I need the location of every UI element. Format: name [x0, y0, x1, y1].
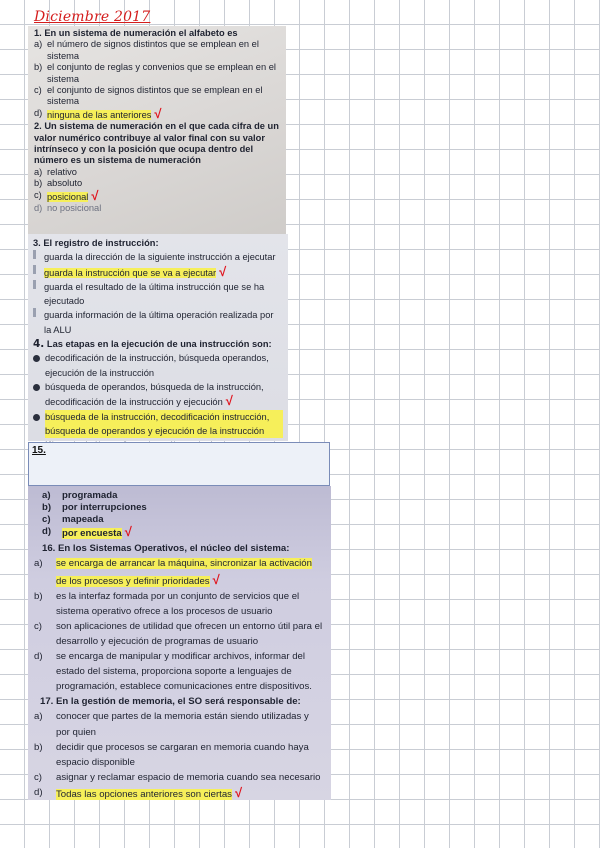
q17-option-a: a) conocer que partes de la memoria están siendo utilizadas y por quien [34, 711, 309, 738]
q2-option-b: b) absoluto [34, 178, 83, 189]
question-16: 16. En los Sistemas Operativos, el núcleo del sistema: [42, 543, 290, 555]
photo-questions-1-2 [28, 26, 286, 235]
question-2: 2. Un sistema de numeración en el que cada cifra de un valor numérico contribuye al valor final con su valor intrínseco y con la posición que ocupa dentro del número es un sistema de numeración [34, 121, 279, 166]
q4-option-1: decodificación de la instrucción, búsqueda operandos, ejecución de la instrucción [33, 351, 283, 380]
q15-option-b: b) por interrupciones [42, 502, 147, 514]
photo-questions-15-17 [28, 486, 331, 800]
q15-option-d: d) por encuesta √ [42, 524, 132, 540]
q17-option-d: d) Todas las opciones anteriores son ciertas √ [34, 784, 243, 800]
q1-option-a: a) el número de signos distintos que se emplean en el sistema [34, 39, 259, 61]
q16-option-b: b) es la interfaz formada por un conjunto de servicios que el sistema operativo ofrece a los procesos de usuario [34, 590, 300, 617]
q4-option-3: búsqueda de la instrucción, decodificación instrucción, búsqueda de operandos y ejecución de la instrucción [33, 410, 283, 439]
q16-option-a: a) se encarga de arrancar la máquina, sincronizar la activación de los procesos y definir prioridades √ [34, 558, 312, 587]
q2-option-a: a) relativo [34, 166, 77, 177]
q17-option-b: b) decidir que procesos se cargaran en memoria cuando haya espacio disponible [34, 741, 309, 768]
check-mark-icon: √ [219, 263, 227, 279]
check-mark-icon: √ [234, 784, 243, 800]
question-15-box [28, 442, 330, 486]
q1-option-b: b) el conjunto de reglas y convenios que se emplean en el sistema [34, 62, 276, 84]
q1-option-d: d) ninguna de las anteriores √ [34, 105, 162, 121]
photo-questions-3-4 [28, 234, 288, 441]
page-date: Diciembre 2017 [34, 9, 151, 25]
q3-option-1: guarda la dirección de la siguiente instrucción a ejecutar [33, 250, 283, 264]
question-1: 1. En un sistema de numeración el alfabeto es [34, 28, 238, 38]
q16-option-d: d) se encarga de manipular y modificar archivos, informar del estado del sistema, proporciona soporte a lenguajes de programación, establece comunicaciones entre dispositivos. [34, 651, 312, 693]
question-17: 17. En la gestión de memoria, el SO será responsable de: [40, 696, 301, 708]
q3-option-3: guarda el resultado de la última instrucción que se ha ejecutado [33, 280, 283, 309]
q16-option-c: c) son aplicaciones de utilidad que ofrecen un entorno útil para el desarrollo y ejecución de programas de usuario [34, 620, 323, 647]
check-mark-icon: √ [154, 105, 162, 121]
q3-option-4: guarda información de la última operación realizada por la ALU [33, 308, 283, 337]
q2-option-c: c) posicional √ [34, 187, 99, 203]
q4-option-2: búsqueda de operandos, búsqueda de la instrucción, decodificación de la instrucción y ejecución √ [33, 380, 283, 410]
check-mark-icon: √ [225, 393, 233, 409]
check-mark-icon: √ [91, 187, 99, 203]
q17-option-c: c) asignar y reclamar espacio de memoria cuando sea necesario [34, 771, 321, 783]
q15-option-a: a) programada [42, 490, 118, 501]
question-3: 3. El registro de instrucción: [33, 238, 159, 248]
check-mark-icon: √ [212, 571, 220, 587]
q1-option-c: c) el conjunto de signos distintos que se emplean en el sistema [34, 85, 263, 107]
question-4: 4. Las etapas en la ejecución de una instrucción son: [33, 338, 272, 351]
q2-option-d: d) no posicional [34, 203, 102, 214]
q3-option-2: guarda la instrucción que se va a ejecutar √ [33, 265, 283, 280]
question-15-label: 15. [32, 445, 46, 456]
check-mark-icon: √ [124, 524, 132, 540]
q15-option-c: c) mapeada [42, 514, 104, 526]
